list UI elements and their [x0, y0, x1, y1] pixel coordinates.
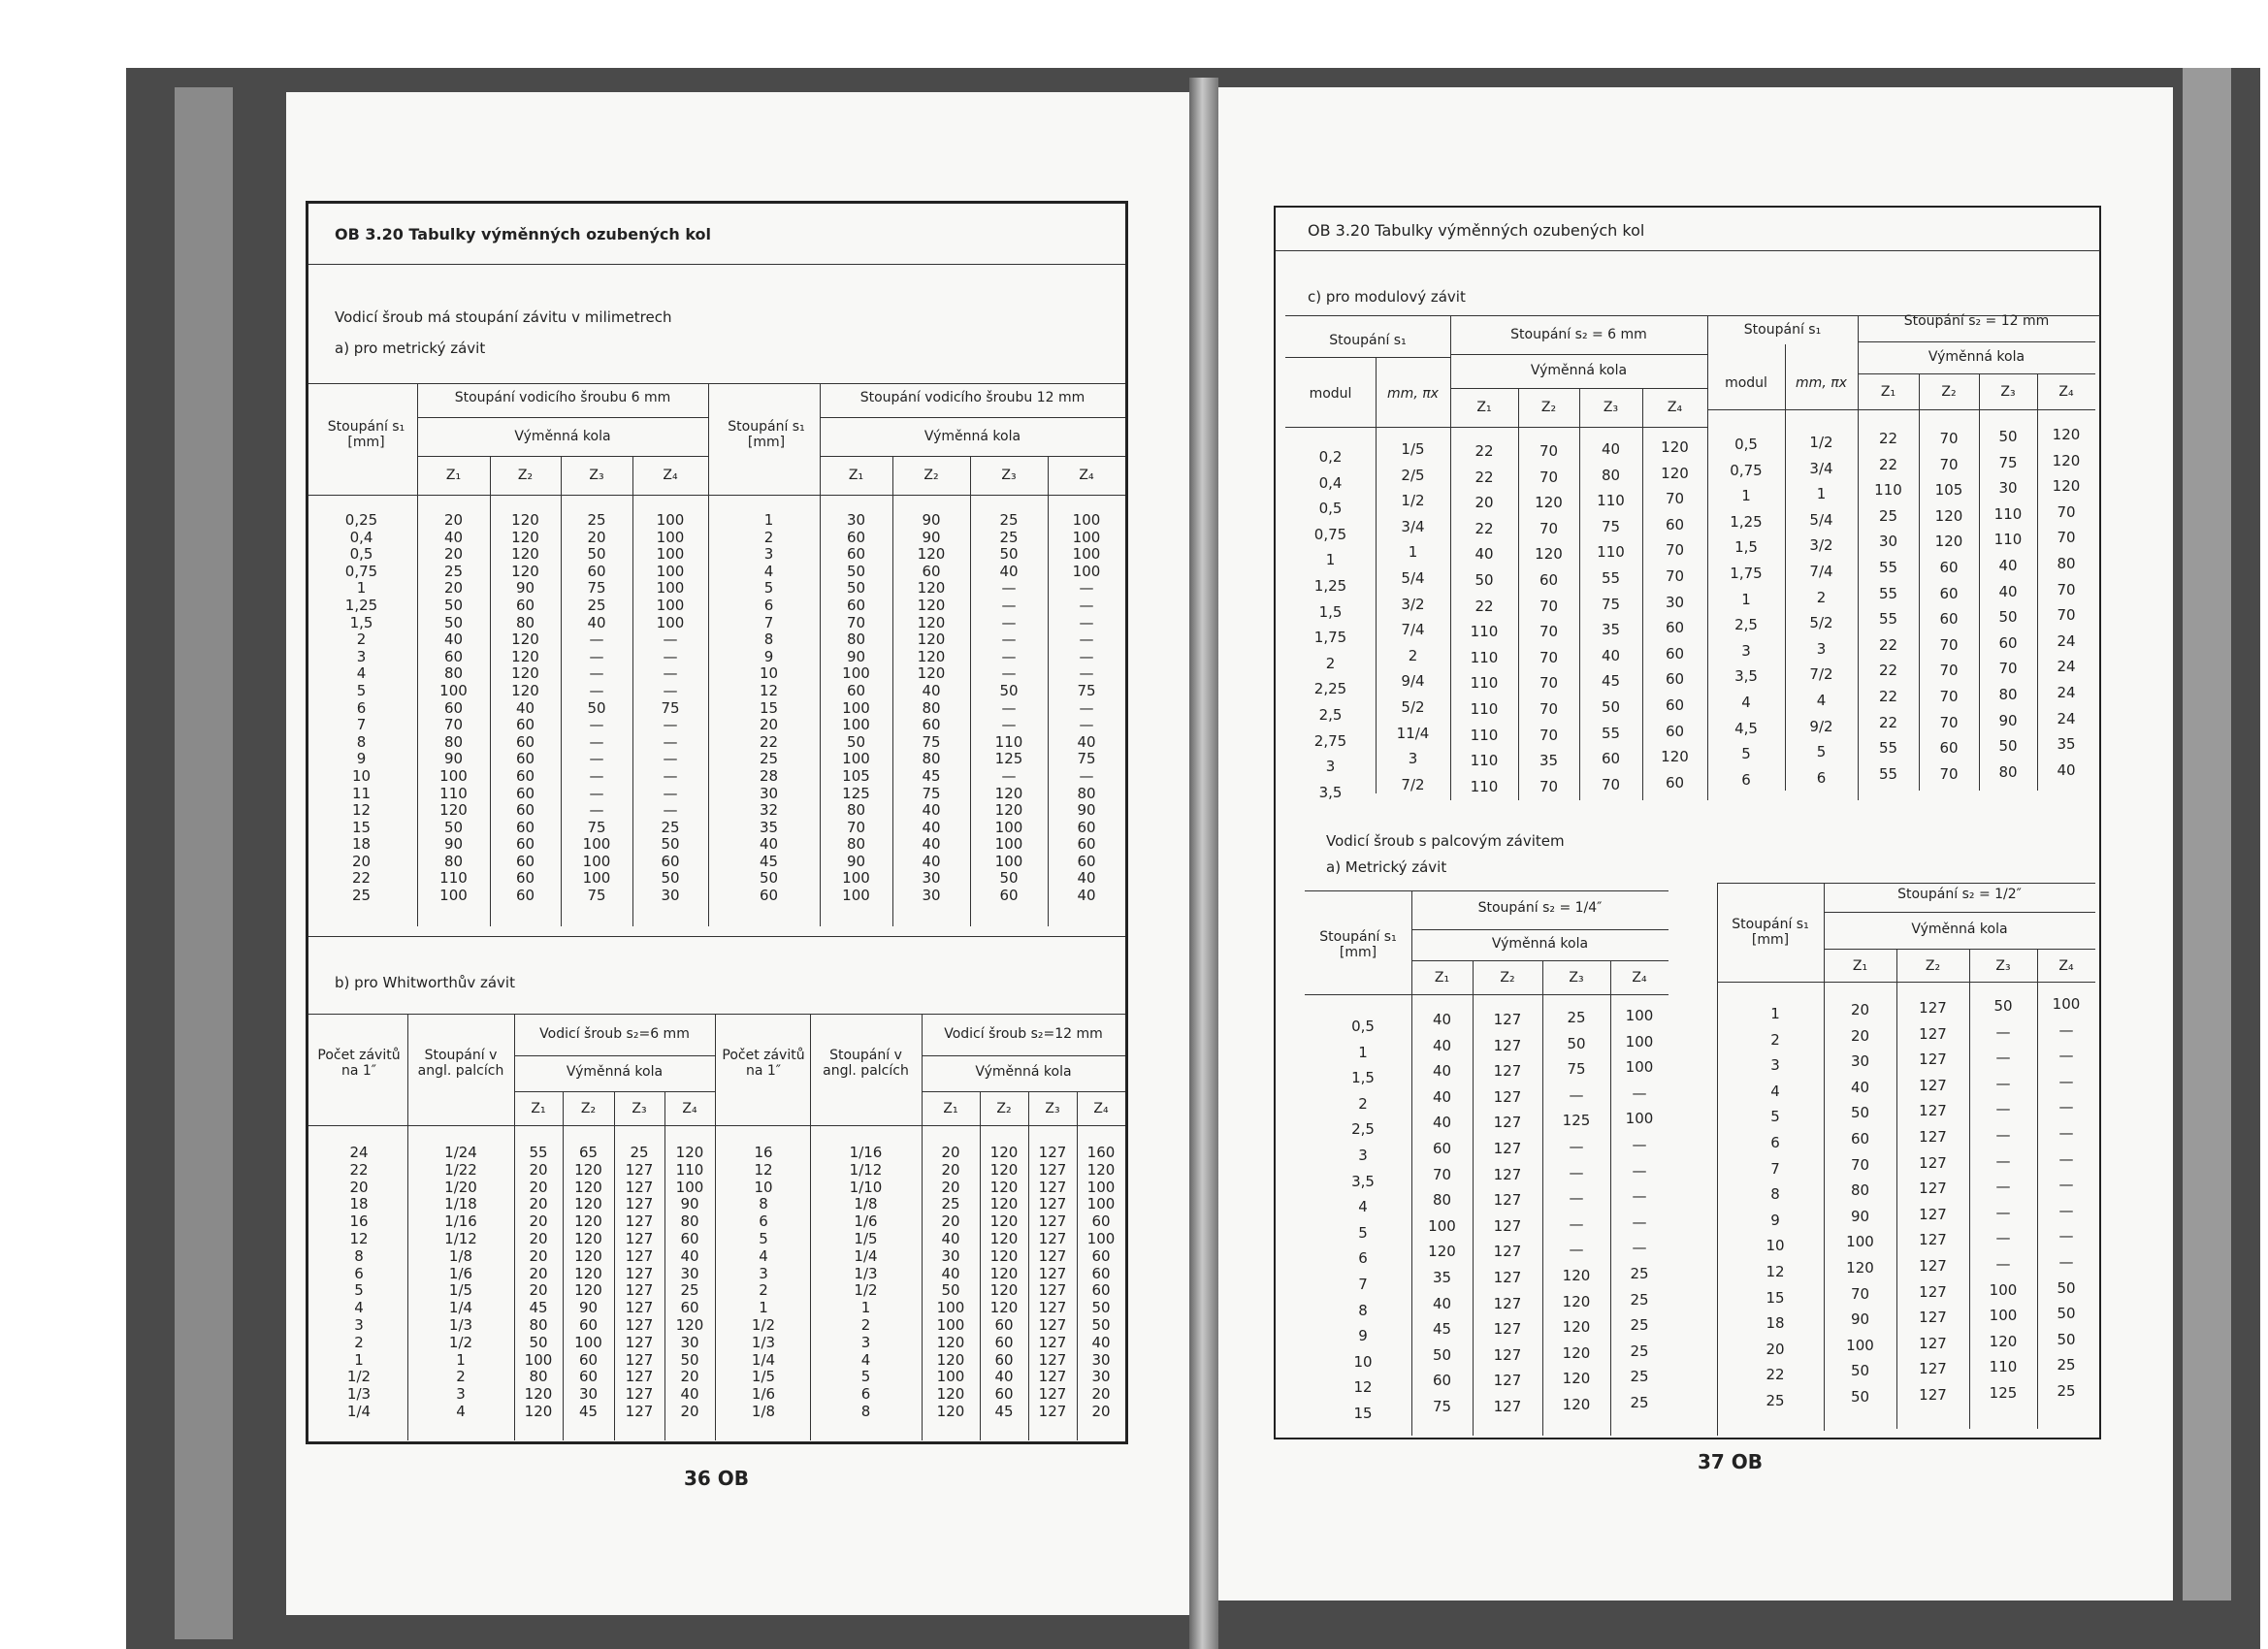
tableC-col-mm-data: 1/5 2/5 1/2 3/4 1 5/4 3/2 7/4 2 9/4 5/2 11/4 3 7/2: [1396, 440, 1430, 793]
tableD-col-z2: 127 127 127 127 127 127 127 127 127 127 127 127 127 127 127 127: [1493, 1011, 1522, 1415]
tableC-z2b: Z₂: [1941, 384, 1957, 400]
tableB-col-z3b: 127 127 127 127 127 127 127 127 127 127 127 127 127 127 127 127: [1038, 1144, 1067, 1420]
tableA-col-z3b: 25 25 50 40 — — — — — — 50 — — 110 125 — 120 120 100 100 100 50 60: [994, 511, 1023, 905]
tableB-z2b: Z₂: [996, 1101, 1012, 1116]
tableC-col-modul-data-2: 0,5 0,75 1 1,25 1,5 1,75 1 2,5 3 3,5 4 4,5 5 6: [1730, 436, 1763, 789]
tableB-z1: Z₁: [531, 1101, 546, 1116]
left-intro: Vodicí šroub má stoupání závitu v milimetrech: [335, 308, 672, 326]
tableD-col-z4b: 100 — — — — — — — — — — 50 50 50 25 25: [2052, 995, 2081, 1400]
book-cover-left: [175, 87, 233, 1639]
tableA-z1: Z₁: [445, 468, 462, 483]
tableB-col-pocet-data-2: 16 12 10 8 6 5 4 3 2 1 1/2 1/3 1/4 1/5 1/6 1/8: [751, 1144, 776, 1420]
tableD-col-z4: 100 100 100 — 100 — — — — — 25 25 25 25 25 25: [1625, 1007, 1654, 1411]
tableC-col-z1: 22 22 20 22 40 50 22 110 110 110 110 110 110 110: [1470, 442, 1499, 795]
tableB-col-stoup-data-2: 1/16 1/12 1/10 1/8 1/6 1/5 1/4 1/3 1/2 1 2 3 4 5 6 8: [849, 1144, 883, 1420]
tableD-z4: Z₄: [1632, 970, 1647, 986]
tableD-z1b: Z₁: [1852, 958, 1868, 974]
tableB-col-z1b: 20 20 20 25 20 40 30 40 50 100 100 120 120 100 120 120: [936, 1144, 965, 1420]
tableB-col-z3: 25 127 127 127 127 127 127 127 127 127 127 127 127 127 127 127: [625, 1144, 654, 1420]
tableC-z3: Z₃: [1603, 400, 1619, 415]
tableD-col-z3: 25 50 75 — 125 — — — — — 120 120 120 120 120 120: [1562, 1009, 1591, 1413]
tableA-z4: Z₄: [663, 468, 678, 483]
tableD-col-stoup-2: Stoupání s₁ [mm]: [1732, 917, 1809, 948]
tableB-z1b: Z₁: [943, 1101, 958, 1116]
tableA-col-z4: 100 100 100 100 100 100 100 — — — — 75 — — — — — — 25 50 60 50 30: [656, 511, 685, 905]
tableA-z3: Z₃: [589, 468, 604, 483]
tableA-kola2: Výměnná kola: [923, 429, 1021, 444]
tableD-col-z1: 40 40 40 40 40 60 70 80 100 120 35 40 45 50 60 75: [1428, 1011, 1456, 1415]
tableD-col-z3b: 50 — — — — — — — — — — 100 100 120 110 125: [1989, 997, 2018, 1402]
tableA-col-z4b: 100 100 100 100 — — — — — — 75 — — 40 75 — 80 90 60 60 60 40 40: [1072, 511, 1101, 905]
tableB-col-z2: 65 120 120 120 120 120 120 120 120 90 60 100 60 60 30 45: [574, 1144, 602, 1420]
tableB-col-z1: 55 20 20 20 20 20 20 20 20 45 80 50 100 80 120 120: [524, 1144, 553, 1420]
tableD-col-z1b: 20 20 30 40 50 60 70 80 90 100 120 70 90 100 50 50: [1846, 1001, 1874, 1406]
tableC-kola2: Výměnná kola: [1928, 349, 2025, 365]
tableD-top-rule-left: [1305, 890, 1669, 891]
tableA-col-z2b: 90 90 120 60 120 120 120 120 120 120 40 80 60 75 80 45 75 40 40 40 40 30 30: [917, 511, 946, 905]
tableC-col-z4: 120 120 70 60 70 70 30 60 60 60 60 60 120 60: [1661, 438, 1689, 792]
tableB-head-rule: [308, 1125, 1125, 1126]
tableD-z3: Z₃: [1569, 970, 1584, 986]
tableA-col-s1: 0,25 0,4 0,5 0,75 1 1,25 1,5 2 3 4 5 6 7 8 9 10 11 12 15 18 20 22 25: [344, 511, 378, 905]
tableC-col-z3b: 50 75 30 110 110 40 40 50 60 70 80 90 50 80: [1993, 428, 2023, 781]
tableD-z2b: Z₂: [1925, 958, 1941, 974]
tableD-group1: Stoupání s₂ = 1/4″: [1477, 900, 1603, 916]
section-a2-heading: a) Metrický závit: [1326, 858, 1447, 876]
tableC-group1: Stoupání s₂ = 6 mm: [1510, 327, 1647, 342]
tableB-col-z4: 120 110 100 90 80 60 40 30 25 60 120 30 50 20 40 20: [675, 1144, 704, 1420]
tableC-z4b: Z₄: [2058, 384, 2074, 400]
right-page-number: 37 OB: [1698, 1450, 1764, 1473]
tableA-col-z1b: 30 60 60 50 50 60 70 80 90 100 60 100 100 50 100 105 125 80 70 80 90 100 100: [842, 511, 870, 905]
left-page-title: OB 3.20 Tabulky výměnných ozubených kol: [335, 225, 712, 243]
tableC-group2: Stoupání s₂ = 12 mm: [1903, 313, 2050, 329]
tableD-col-s1: 0,5 1 1,5 2 2,5 3 3,5 4 5 6 7 8 9 10 12 15: [1351, 1018, 1375, 1422]
tableA-col-stoupani-2: Stoupání s₁ [mm]: [728, 419, 805, 450]
tableB-col-z2b: 120 120 120 120 120 120 120 120 120 120 60 60 60 40 60 45: [989, 1144, 1019, 1420]
right-page-title: OB 3.20 Tabulky výměnných ozubených kol: [1308, 221, 1645, 240]
right-title-rule: [1276, 250, 2100, 251]
tableA-head-rule: [308, 495, 1125, 496]
tableB-z4b: Z₄: [1093, 1101, 1109, 1116]
tableB-col-pocet-data: 24 22 20 18 16 12 8 6 5 4 3 2 1 1/2 1/3 1/4: [346, 1144, 372, 1420]
tableB-group1: Vodicí šroub s₂=6 mm: [539, 1026, 690, 1042]
tableD-z4b: Z₄: [2058, 958, 2074, 974]
tableC-z2: Z₂: [1540, 400, 1557, 415]
tableD-z1: Z₁: [1434, 970, 1450, 986]
tableD-head-rule-right: [1717, 982, 2095, 983]
tableD-col-s1b: 1 2 3 4 5 6 7 8 9 10 12 15 18 20 22 25: [1766, 1005, 1785, 1409]
tableC-col-z2b: 70 70 105 120 120 60 60 60 70 70 70 70 60 70: [1934, 430, 1963, 783]
tableA-z4b: Z₄: [1079, 468, 1094, 483]
section-b-heading: b) pro Whitworthův závit: [335, 974, 515, 991]
tableC-col-modul-data: 0,2 0,4 0,5 0,75 1 1,25 1,5 1,75 2 2,25 2,5 2,75 3 3,5: [1313, 448, 1347, 801]
tableD-z3b: Z₃: [1995, 958, 2011, 974]
right-intro: Vodicí šroub s palcovým závitem: [1326, 832, 1565, 850]
tableD-z2: Z₂: [1500, 970, 1515, 986]
tableD-group2: Stoupání s₂ = 1/2″: [1897, 887, 2022, 902]
tableD-top-rule-right: [1717, 883, 2095, 884]
tableA-col-z2: 120 120 120 120 90 60 80 120 120 120 120 40 60 60 60 60 60 60 60 60 60 60 60: [511, 511, 539, 905]
book-spine: [1189, 78, 1218, 1649]
tableA-group2: Stoupání vodicího šroubu 12 mm: [859, 390, 1085, 405]
title-rule: [308, 264, 1125, 265]
tableA-top-rule: [308, 383, 1125, 384]
tableA-kola1: Výměnná kola: [514, 429, 611, 444]
tableA-col-z1: 20 40 20 25 20 50 50 40 60 80 100 60 70 80 90 100 110 120 50 90 80 110 100: [439, 511, 468, 905]
tableA-group1: Stoupání vodicího šroubu 6 mm: [454, 390, 671, 405]
tableB-z2: Z₂: [580, 1101, 597, 1116]
tableB-z3b: Z₃: [1045, 1101, 1060, 1116]
tableC-z4: Z₄: [1667, 400, 1683, 415]
tableC-head-rule-left: [1285, 427, 1707, 428]
tableC-col-z3: 40 80 110 75 110 55 75 35 40 45 50 55 60 70: [1597, 440, 1625, 793]
tableB-col-stoup-data: 1/24 1/22 1/20 1/18 1/16 1/12 1/8 1/6 1/5 1/4 1/3 1/2 1 2 3 4: [444, 1144, 477, 1420]
tableB-col-stoup-2: Stoupání v angl. palcích: [823, 1048, 909, 1079]
tableC-col-z2: 70 70 120 70 120 60 70 70 70 70 70 70 35 70: [1535, 442, 1563, 795]
tableD-head-rule-left: [1305, 994, 1669, 995]
tableA-z2: Z₂: [517, 468, 534, 483]
tableC-col-z1b: 22 22 110 25 30 55 55 55 22 22 22 22 55 55: [1874, 430, 1902, 783]
tableA-bottom-rule: [308, 936, 1125, 937]
tableC-z1b: Z₁: [1880, 384, 1896, 400]
tableA-col-s1b: 1 2 3 4 5 6 7 8 9 10 12 15 20 22 25 28 30 32 35 40 45 50 60: [759, 511, 779, 905]
book-cover-right: [2183, 68, 2231, 1600]
tableB-kola2: Výměnná kola: [975, 1064, 1072, 1080]
tableB-group2: Vodicí šroub s₂=12 mm: [944, 1026, 1103, 1042]
tableB-col-stoup: Stoupání v angl. palcích: [417, 1048, 504, 1079]
tableA-z3b: Z₃: [1001, 468, 1017, 483]
tableB-top-rule: [308, 1014, 1125, 1015]
tableD-kola1: Výměnná kola: [1491, 936, 1589, 952]
tableB-z3: Z₃: [632, 1101, 647, 1116]
tableC-z1: Z₁: [1476, 400, 1492, 415]
tableA-z2b: Z₂: [923, 468, 939, 483]
tableC-col-mm-2: mm, πx: [1796, 375, 1847, 391]
tableB-z4: Z₄: [682, 1101, 697, 1116]
tableB-col-pocet-2: Počet závitů na 1″: [722, 1048, 805, 1079]
tableA-z1b: Z₁: [848, 468, 864, 483]
tableC-col-modul: modul: [1309, 386, 1352, 402]
tableC-col-modul-2: modul: [1725, 375, 1767, 391]
tableC-col-mm: mm, πx: [1387, 386, 1439, 402]
tableC-kola1: Výměnná kola: [1530, 363, 1628, 378]
tableC-col-mm-data-2: 1/2 3/4 1 5/4 3/2 7/4 2 5/2 3 7/2 4 9/2 5 6: [1809, 434, 1833, 787]
tableB-col-pocet: Počet závitů na 1″: [317, 1048, 401, 1079]
tableB-kola1: Výměnná kola: [566, 1064, 664, 1080]
tableC-col-z4b: 120 120 120 70 70 80 70 70 24 24 24 24 35 40: [2052, 426, 2081, 779]
tableC-col-stoup-2: Stoupání s₁: [1743, 322, 1822, 338]
left-page-number: 36 OB: [684, 1467, 750, 1490]
section-a-heading: a) pro metrický závit: [335, 340, 486, 357]
tableC-z3b: Z₃: [2000, 384, 2016, 400]
tableA-col-stoupani: Stoupání s₁ [mm]: [327, 419, 405, 450]
tableD-kola2: Výměnná kola: [1911, 922, 2008, 937]
tableA-col-z3: 25 20 50 60 75 25 40 — — — — 50 — — — — — — 75 100 100 100 75: [582, 511, 611, 905]
tableD-col-z2b: 127 127 127 127 127 127 127 127 127 127 127 127 127 127 127 127: [1919, 999, 1947, 1404]
tableC-col-stoup: Stoupání s₁: [1329, 333, 1407, 348]
tableD-col-stoup: Stoupání s₁ [mm]: [1319, 929, 1397, 960]
tableB-col-z4b: 160 120 100 100 60 100 60 60 60 50 50 40 30 30 20 20: [1086, 1144, 1116, 1420]
section-c-heading: c) pro modulový závit: [1308, 288, 1466, 306]
